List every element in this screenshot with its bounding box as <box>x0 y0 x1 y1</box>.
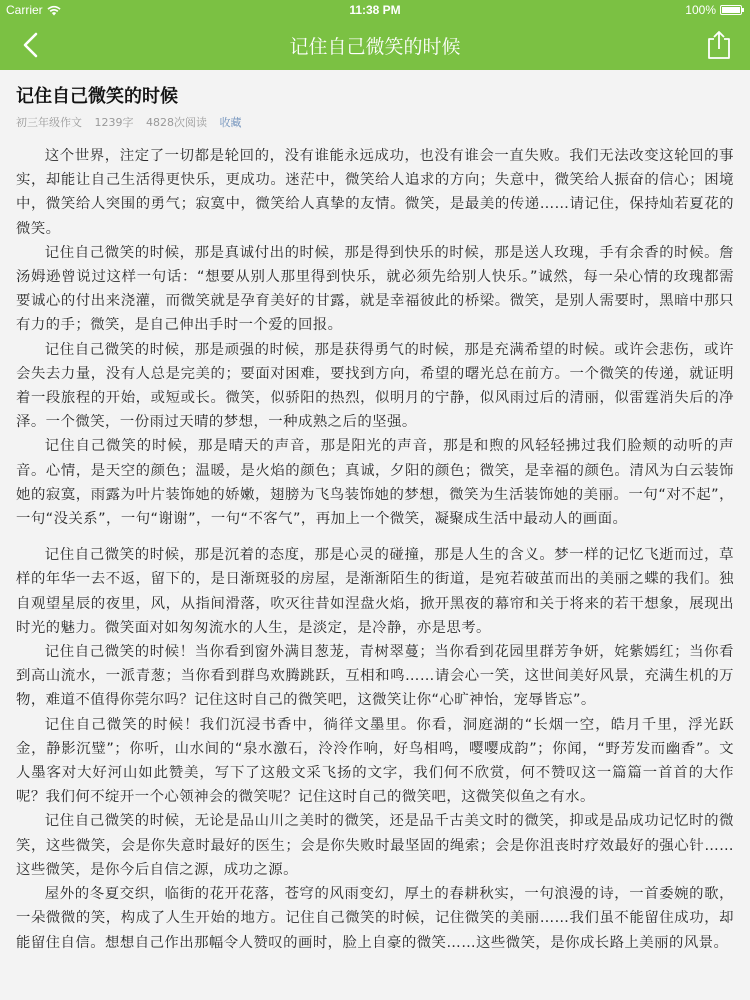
paragraph-1: 这个世界，注定了一切都是轮回的，没有谁能永远成功，也没有谁会一直失败。我们无法改变这轮回的事实，却能让自己生活得更快乐，更成功。迷茫中，微笑给人追求的方向；失意中，微笑给人振奋的信心；困境中，微笑给人突围的勇气；寂寞中，微笑给人真挚的友情。微笑，是最美的传递……请记住，保持灿若夏花的微笑。 <box>16 148 734 237</box>
paragraph-7: 记住自己微笑的时候！我们沉浸书香中，徜徉文墨里。你看，洞庭湖的“长烟一空，皓月千里，浮光跃金，静影沉璧”；你听，山水间的“泉水激石，泠泠作响，好鸟相鸣，嘤嘤成韵”；你闻，“野芳发而幽香”。文人墨客对大好河山如此赞美，写下了这般文采飞扬的文字，我们何不欣赏，何不赞叹这一篇篇一首首的大作呢？我们何不绽开一个心领神会的微笑呢？记住这时自己的微笑吧，这微笑似鱼之有水。 <box>16 716 734 806</box>
paragraph-3: 记住自己微笑的时候，那是顽强的时候，那是获得勇气的时候，那是充满希望的时候。或许会悲伤，或许会失去力量，没有人总是完美的；要面对困难，要找到方向，希望的曙光总在前方。一个微笑的传递，就证明着一段旅程的开始，或短或长。微笑，似骄阳的热烈，似明月的宁静，似风雨过后的清丽，似雷霆消失后的净泽。一个微笑，一份雨过天晴的梦想，一种成熟之后的坚强。 <box>16 341 734 431</box>
status-time: 11:38 PM <box>349 3 401 17</box>
article-body <box>16 144 734 955</box>
article-word-count: 1239字 <box>94 116 134 129</box>
paragraph-6: 记住自己微笑的时候！当你看到窗外满目葱茏，青树翠蔓；当你看到花园里群芳争妍，姹紫嫣红；当你看到高山流水，一派青葱；当你看到群鸟欢腾跳跃，互相和鸣……请会心一笑，这世间美好风景，充满生机的万物，难道不值得你莞尔吗？记住这时自己的微笑吧，这微笑让你“心旷神怡，宠辱皆忘”。 <box>16 644 734 709</box>
paragraph-4: 记住自己微笑的时候，那是晴天的声音，那是阳光的声音，那是和煦的风轻轻拂过我们脸颊的动听的声音。心情，是天空的颜色；温暖，是火焰的颜色；真诚，夕阳的颜色；微笑，是幸福的颜色。清风为白云装饰她的寂寞，雨露为叶片装饰她的娇嫩，翅膀为飞鸟装饰她的梦想，微笑为生活装饰她的美丽。一句“对不起”，一句“没关系”，一句“谢谢”，一句“不客气”，再加上一个微笑，凝聚成生活中最动人的画面。 <box>16 438 734 528</box>
article-read-count: 4828次阅读 <box>146 116 207 129</box>
carrier-label: Carrier <box>6 3 43 17</box>
paragraph-8: 记住自己微笑的时候，无论是品山川之美时的微笑，还是品千古美文时的微笑，抑或是品成功记忆时的微笑，这些微笑，会是你失意时最好的医生；会是你失败时最坚固的绳索；会是你沮丧时疗效最好的强心针……这些微笑，是你今后自信之源，成功之源。 <box>16 813 734 878</box>
battery-icon <box>720 5 742 15</box>
article-title: 记住自己微笑的时候 <box>16 86 178 107</box>
share-icon[interactable] <box>706 30 732 60</box>
battery-indicator <box>685 3 742 17</box>
nav-title: 记住自己微笑的时候 <box>289 36 461 58</box>
article-container <box>0 70 750 955</box>
article-meta <box>16 114 734 130</box>
navigation-bar <box>0 20 750 70</box>
paragraph-9: 屋外的冬夏交织，临街的花开花落，苍穹的风雨变幻，厚土的春耕秋实，一句浪漫的诗，一首委婉的歌，一朵微微的笑，构成了人生开始的地方。记住自己微笑的时候，记住微笑的美丽……我们虽不能留住成功，却能留住自信。想想自己作出那幅令人赞叹的画时，脸上自豪的微笑……这些微笑，是你成长路上美丽的风景。 <box>16 886 734 951</box>
paragraph-5: 记住自己微笑的时候，那是沉着的态度，那是心灵的碰撞，那是人生的含义。梦一样的记忆飞逝而过，草样的年华一去不返，留下的，是日渐斑驳的房屋，是渐渐陌生的街道，是宛若破茧而出的美丽之蝶的我们。独自观望星辰的夜里，风，从指间滑落，吹灭往昔如涅盘火焰，掀开黑夜的幕帘和关于将来的若干想象，展现出时光的魅力。微笑面对如匆匆流水的人生，是淡定，是冷静，亦是思考。 <box>16 547 734 636</box>
favorite-link[interactable]: 收藏 <box>219 116 242 129</box>
article-grade: 初三年级作文 <box>16 116 82 129</box>
battery-percent: 100% <box>685 3 716 17</box>
status-bar <box>0 0 750 20</box>
paragraph-2: 记住自己微笑的时候，那是真诚付出的时候，那是得到快乐的时候，那是送人玫瑰，手有余香的时候。詹汤姆逊曾说过这样一句话：“想要从别人那里得到快乐，就必须先给别人快乐。”诚然，每一朵心情的玫瑰都需要诚心的付出来浇灌，而微笑就是孕育美好的甘露，就是幸福彼此的桥梁。微笑，是别人需要时，黑暗中那只有力的手；微笑，是自己伸出手时一个爱的回报。 <box>16 244 734 334</box>
